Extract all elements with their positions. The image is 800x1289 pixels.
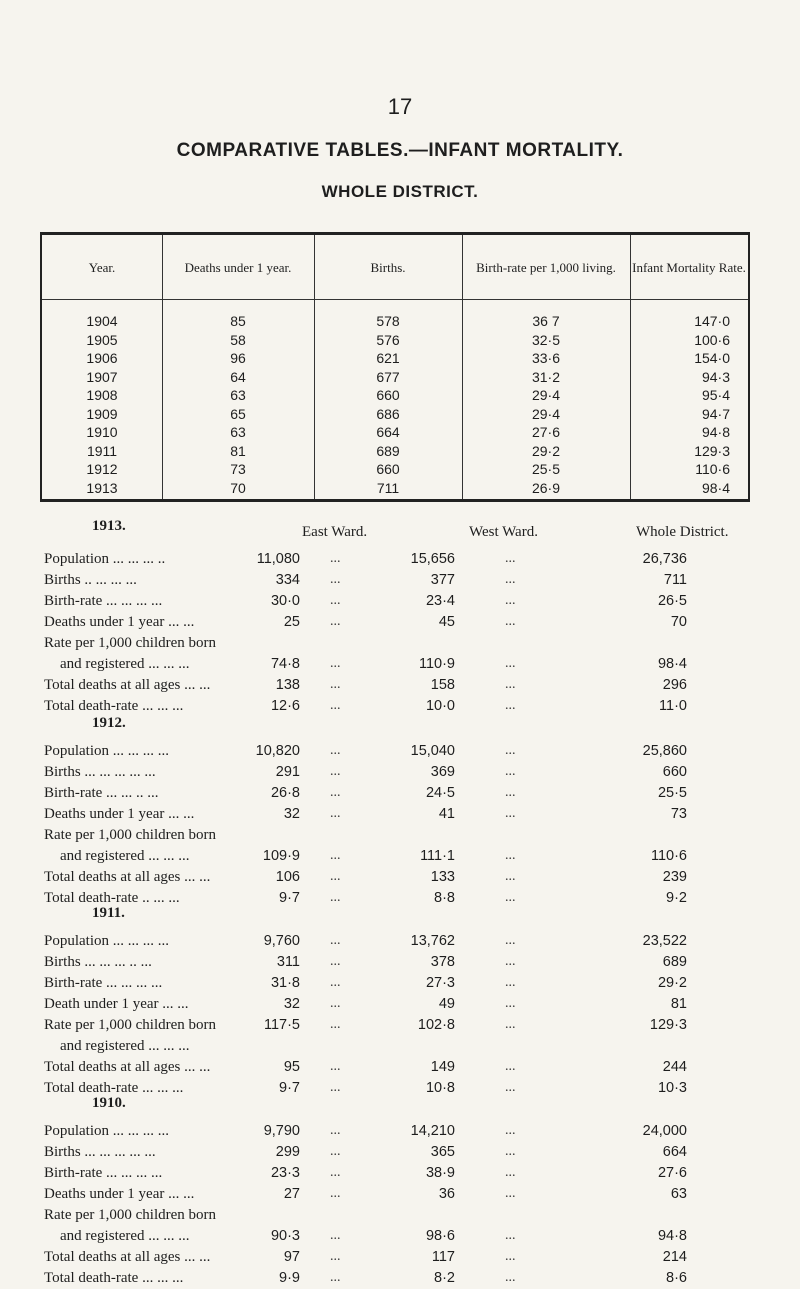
table-cell: 73 [230, 461, 246, 477]
year-heading: 1911. [92, 905, 125, 921]
row-label: Deaths under 1 year ... ... [44, 806, 195, 822]
leader-dots: ... [505, 890, 516, 905]
table-cell: 25·5 [531, 461, 561, 477]
west-value: 378 [430, 954, 455, 970]
east-value: 26·8 [270, 785, 300, 801]
west-value: 24·5 [425, 785, 455, 801]
leader-dots: ... [330, 869, 341, 884]
ward-row [0, 548, 800, 570]
table-cell: 96 [230, 350, 246, 366]
west-value: 45 [438, 614, 455, 630]
whole-value: 73 [670, 806, 687, 822]
table-cell: 129·3 [694, 442, 730, 459]
leader-dots: ... [330, 764, 341, 779]
leader-dots: ... [330, 614, 341, 629]
page-number: 17 [387, 94, 413, 119]
table-cell: 1911 [86, 442, 118, 459]
west-value: 10·0 [425, 698, 455, 714]
table-cell: 63 [230, 387, 246, 403]
row-label: Population ... ... ... .. [44, 551, 166, 567]
table-cell: 711 [376, 479, 400, 496]
east-value: 95 [283, 1059, 300, 1075]
table-row [42, 348, 748, 368]
east-value: 117·5 [263, 1017, 300, 1033]
row-label: Rate per 1,000 children born [44, 1207, 217, 1223]
leader-dots: ... [505, 933, 516, 948]
leader-dots: ... [330, 698, 341, 713]
west-value: 110·9 [418, 656, 455, 672]
east-value: 299 [275, 1144, 300, 1160]
table-header-divider [42, 299, 748, 300]
leader-dots: ... [330, 1270, 341, 1285]
whole-value: 70 [670, 614, 687, 630]
table-cell: 1906 [86, 350, 118, 366]
east-value: 32 [283, 806, 300, 822]
ward-row [0, 632, 800, 654]
west-value: 8·8 [434, 890, 455, 906]
table-cell: 686 [376, 405, 400, 422]
leader-dots: ... [505, 848, 516, 863]
whole-value: 689 [662, 954, 687, 970]
row-label: Births .. ... ... ... [44, 572, 137, 588]
ward-row [0, 1035, 800, 1057]
whole-value: 29·2 [657, 975, 687, 991]
leader-dots: ... [505, 1228, 516, 1243]
whole-value: 26,736 [642, 551, 687, 567]
east-value: 106 [275, 869, 300, 885]
east-value: 25 [283, 614, 300, 630]
row-label: Birth-rate ... ... ... ... [44, 1165, 163, 1181]
west-value: 15,040 [410, 743, 455, 759]
west-value: 102·8 [417, 1017, 455, 1033]
year-heading: 1913. [92, 518, 126, 534]
leader-dots: ... [330, 890, 341, 905]
table-cell: 147·0 [694, 313, 730, 329]
ward-row [0, 951, 800, 973]
leader-dots: ... [330, 1123, 341, 1138]
row-label: Population ... ... ... ... [44, 933, 170, 949]
year-heading: 1912. [92, 715, 126, 731]
table-cell: 33·6 [531, 350, 561, 366]
ward-row [0, 611, 800, 633]
whole-value: 98·4 [657, 656, 687, 672]
ward-row [0, 653, 800, 675]
leader-dots: ... [330, 1249, 341, 1264]
whole-value: 244 [662, 1059, 687, 1075]
leader-dots: ... [505, 1249, 516, 1264]
table-cell: 1908 [86, 387, 118, 403]
leader-dots: ... [330, 1080, 341, 1095]
leader-dots: ... [330, 1017, 341, 1032]
table-cell: 1912 [86, 461, 118, 477]
east-value: 138 [275, 677, 300, 693]
ward-row [0, 569, 800, 591]
table-cell: 26·9 [531, 479, 561, 496]
leader-dots: ... [505, 1059, 516, 1074]
whole-value: 214 [662, 1249, 687, 1265]
west-value: 36 [438, 1186, 455, 1202]
row-label: Total deaths at all ages ... ... [44, 677, 211, 693]
table-cell: 58 [230, 331, 246, 348]
east-ward-column-header: East Ward. [302, 524, 368, 540]
ward-row [0, 866, 800, 888]
whole-value: 296 [662, 677, 687, 693]
row-label: Population ... ... ... ... [44, 743, 170, 759]
table-cell: 1909 [86, 405, 118, 422]
table-cell: 29·4 [531, 387, 561, 403]
east-value: 109·9 [262, 848, 300, 864]
table-cell: 1907 [86, 368, 118, 385]
table-cell: 94·3 [701, 368, 730, 385]
infant-mortality-summary-table [40, 232, 750, 502]
table-row [42, 478, 748, 498]
table-cell: 94·8 [701, 424, 730, 440]
whole-value: 664 [662, 1144, 687, 1160]
whole-value: 25,860 [642, 743, 687, 759]
leader-dots: ... [505, 785, 516, 800]
ward-row [0, 845, 800, 867]
west-value: 14,210 [410, 1123, 455, 1139]
whole-value: 27·6 [657, 1165, 687, 1181]
row-label: Total death-rate ... ... ... [44, 698, 184, 714]
leader-dots: ... [505, 614, 516, 629]
table-cell: 29·2 [531, 442, 561, 459]
ward-row [0, 972, 800, 994]
ward-row [0, 695, 800, 717]
table-row [42, 404, 748, 424]
ward-row [0, 1246, 800, 1268]
west-value: 369 [430, 764, 455, 780]
west-value: 41 [438, 806, 455, 822]
table-cell: 154·0 [694, 350, 730, 366]
row-label: Births ... ... ... .. ... [44, 954, 152, 970]
table-cell: 576 [376, 331, 400, 348]
row-label: Birth-rate ... ... ... ... [44, 593, 163, 609]
west-value: 13,762 [410, 933, 455, 949]
table-cell: 81 [230, 442, 246, 459]
whole-value: 25·5 [657, 785, 687, 801]
table-cell: 95·4 [701, 387, 730, 403]
ward-row [0, 824, 800, 846]
table-cell: 1913 [86, 479, 118, 496]
whole-value: 239 [662, 869, 687, 885]
east-value: 12·6 [270, 698, 300, 714]
table-cell: 621 [376, 350, 400, 366]
leader-dots: ... [505, 975, 516, 990]
leader-dots: ... [330, 933, 341, 948]
table-cell: 110·6 [695, 461, 730, 477]
leader-dots: ... [505, 677, 516, 692]
ward-row [0, 1120, 800, 1142]
table-header-cell: Year. [88, 259, 116, 275]
whole-value: 9·2 [666, 890, 687, 906]
leader-dots: ... [505, 1123, 516, 1138]
table-cell: 31·2 [531, 368, 561, 385]
leader-dots: ... [505, 954, 516, 969]
table-cell: 660 [376, 387, 400, 403]
east-value: 9,760 [263, 933, 300, 949]
leader-dots: ... [505, 764, 516, 779]
row-label: Births ... ... ... ... ... [44, 764, 156, 780]
whole-value: 129·3 [649, 1017, 687, 1033]
table-row [42, 422, 748, 442]
row-label: Birth-rate ... ... .. ... [44, 785, 159, 801]
table-row [42, 367, 748, 387]
whole-district-column-header: Whole District. [636, 524, 729, 540]
table-cell: 689 [376, 442, 400, 459]
ward-row [0, 1225, 800, 1247]
table-row [42, 330, 748, 350]
west-value: 158 [430, 677, 455, 693]
leader-dots: ... [505, 1270, 516, 1285]
row-label: and registered ... ... ... [60, 1228, 190, 1244]
east-value: 27 [283, 1186, 300, 1202]
leader-dots: ... [505, 572, 516, 587]
west-value: 10·8 [425, 1080, 455, 1096]
leader-dots: ... [505, 1186, 516, 1201]
ward-row [0, 1014, 800, 1036]
page-subtitle: WHOLE DISTRICT. [321, 182, 479, 201]
leader-dots: ... [505, 698, 516, 713]
leader-dots: ... [330, 954, 341, 969]
leader-dots: ... [330, 656, 341, 671]
table-cell: 27·6 [531, 424, 561, 440]
ward-row [0, 1267, 800, 1289]
leader-dots: ... [330, 572, 341, 587]
west-value: 133 [430, 869, 455, 885]
west-value: 365 [430, 1144, 455, 1160]
west-value: 377 [430, 572, 455, 588]
whole-value: 11·0 [659, 698, 687, 714]
whole-value: 26·5 [657, 593, 687, 609]
leader-dots: ... [505, 551, 516, 566]
leader-dots: ... [505, 593, 516, 608]
table-header-cell: Infant Mortality Rate. [632, 259, 746, 275]
ward-row [0, 1204, 800, 1226]
table-row [42, 311, 748, 331]
row-label: Death under 1 year ... ... [44, 996, 189, 1012]
leader-dots: ... [330, 1186, 341, 1201]
table-row [42, 459, 748, 479]
ward-row [0, 1162, 800, 1184]
table-cell: 664 [376, 424, 400, 440]
row-label: Total deaths at all ages ... ... [44, 869, 211, 885]
row-label: Rate per 1,000 children born [44, 635, 217, 651]
whole-value: 8·6 [666, 1270, 687, 1286]
leader-dots: ... [330, 743, 341, 758]
leader-dots: ... [505, 1144, 516, 1159]
whole-value: 94·8 [657, 1228, 687, 1244]
ward-row [0, 782, 800, 804]
ward-row [0, 1056, 800, 1078]
table-cell: 63 [230, 424, 246, 440]
east-value: 23·3 [270, 1165, 300, 1181]
page-title: COMPARATIVE TABLES.—INFANT MORTALITY. [176, 140, 624, 161]
leader-dots: ... [330, 1059, 341, 1074]
leader-dots: ... [505, 1165, 516, 1180]
east-value: 9,790 [263, 1123, 300, 1139]
table-cell: 98·4 [701, 479, 730, 496]
table-cell: 660 [376, 461, 400, 477]
west-value: 8·2 [434, 1270, 455, 1286]
leader-dots: ... [330, 1228, 341, 1243]
table-header-cell: Birth-rate per 1,000 living. [476, 259, 616, 275]
west-value: 117 [431, 1249, 455, 1265]
table-cell: 64 [230, 368, 246, 385]
whole-value: 660 [662, 764, 687, 780]
east-value: 11,080 [256, 551, 300, 567]
leader-dots: ... [330, 593, 341, 608]
east-value: 30·0 [270, 593, 300, 609]
ward-row [0, 930, 800, 952]
table-row [42, 385, 748, 405]
table-cell: 29·4 [531, 405, 561, 422]
east-value: 291 [275, 764, 300, 780]
row-label: Birth-rate ... ... ... ... [44, 975, 163, 991]
east-value: 311 [276, 954, 300, 970]
row-label: Total death-rate ... ... ... [44, 1270, 184, 1286]
leader-dots: ... [330, 996, 341, 1011]
east-value: 10,820 [255, 743, 300, 759]
leader-dots: ... [505, 996, 516, 1011]
west-value: 23·4 [425, 593, 455, 609]
ward-row [0, 803, 800, 825]
row-label: and registered ... ... ... [60, 656, 190, 672]
west-value: 38·9 [425, 1165, 455, 1181]
leader-dots: ... [505, 1017, 516, 1032]
leader-dots: ... [330, 1165, 341, 1180]
east-value: 74·8 [270, 656, 300, 672]
east-value: 31·8 [270, 975, 300, 991]
west-value: 15,656 [410, 551, 455, 567]
row-label: Total death-rate ... ... ... [44, 1080, 184, 1096]
ward-row [0, 740, 800, 762]
table-cell: 70 [230, 479, 246, 496]
whole-value: 63 [670, 1186, 687, 1202]
table-cell: 1905 [86, 331, 118, 348]
whole-value: 24,000 [642, 1123, 687, 1139]
ward-row [0, 674, 800, 696]
table-cell: 65 [230, 405, 246, 422]
table-cell: 36 7 [532, 313, 560, 329]
leader-dots: ... [330, 975, 341, 990]
table-header-cell: Births. [370, 259, 406, 275]
row-label: and registered ... ... ... [60, 1038, 190, 1054]
west-value: 149 [430, 1059, 455, 1075]
east-value: 334 [275, 572, 300, 588]
west-value: 49 [438, 996, 455, 1012]
row-label: Total deaths at all ages ... ... [44, 1249, 211, 1265]
west-ward-column-header: West Ward. [469, 524, 538, 540]
row-label: Deaths under 1 year ... ... [44, 614, 195, 630]
table-cell: 32·5 [531, 331, 561, 348]
year-heading: 1910. [92, 1095, 126, 1111]
whole-value: 23,522 [642, 933, 687, 949]
east-value: 9·7 [279, 890, 300, 906]
ward-row [0, 590, 800, 612]
east-value: 9·7 [279, 1080, 300, 1096]
leader-dots: ... [505, 806, 516, 821]
row-label: Population ... ... ... ... [44, 1123, 170, 1139]
row-label: Rate per 1,000 children born [44, 1017, 217, 1033]
table-cell: 1904 [86, 313, 118, 329]
table-cell: 85 [230, 313, 246, 329]
table-header-cell: Deaths under 1 year. [184, 259, 292, 275]
row-label: and registered ... ... ... [60, 848, 190, 864]
leader-dots: ... [330, 677, 341, 692]
west-value: 98·6 [425, 1228, 455, 1244]
leader-dots: ... [330, 785, 341, 800]
table-row [42, 441, 748, 461]
west-value: 27·3 [425, 975, 455, 991]
east-value: 9·9 [279, 1270, 300, 1286]
table-cell: 677 [376, 368, 400, 385]
whole-value: 81 [670, 996, 687, 1012]
whole-value: 110·6 [650, 848, 687, 864]
table-cell: 100·6 [694, 331, 730, 348]
whole-value: 711 [663, 572, 687, 588]
row-label: Births ... ... ... ... ... [44, 1144, 156, 1160]
table-cell: 1910 [86, 424, 118, 440]
whole-value: 10·3 [657, 1080, 687, 1096]
leader-dots: ... [505, 656, 516, 671]
ward-row [0, 993, 800, 1015]
east-value: 90·3 [270, 1228, 300, 1244]
ward-row [0, 1141, 800, 1163]
row-label: Total death-rate .. ... ... [44, 890, 180, 906]
leader-dots: ... [330, 551, 341, 566]
east-value: 32 [283, 996, 300, 1012]
ward-row [0, 1183, 800, 1205]
table-cell: 94·7 [701, 405, 730, 422]
leader-dots: ... [505, 1080, 516, 1095]
leader-dots: ... [330, 848, 341, 863]
row-label: Rate per 1,000 children born [44, 827, 217, 843]
row-label: Total deaths at all ages ... ... [44, 1059, 211, 1075]
leader-dots: ... [330, 806, 341, 821]
leader-dots: ... [505, 743, 516, 758]
east-value: 97 [283, 1249, 300, 1265]
table-cell: 578 [376, 313, 400, 329]
leader-dots: ... [330, 1144, 341, 1159]
row-label: Deaths under 1 year ... ... [44, 1186, 195, 1202]
west-value: 111·1 [420, 848, 455, 864]
leader-dots: ... [505, 869, 516, 884]
ward-row [0, 761, 800, 783]
